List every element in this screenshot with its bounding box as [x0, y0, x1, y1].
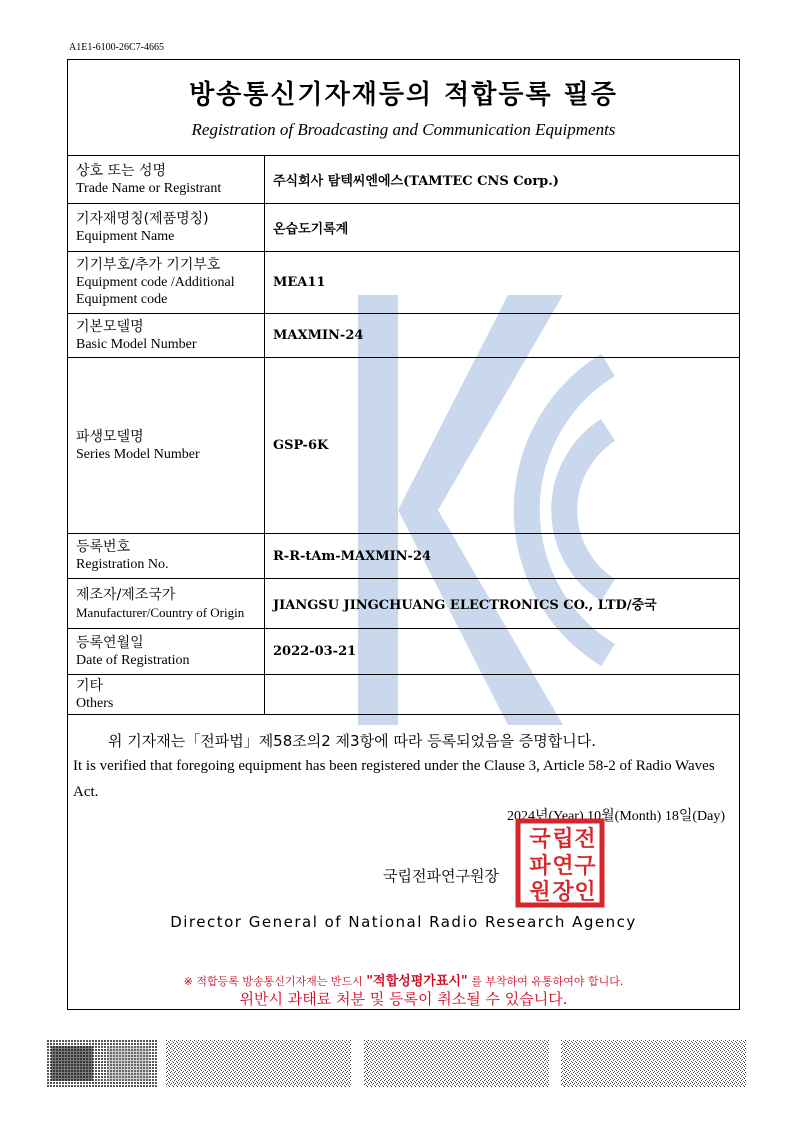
director-title: Director General of National Radio Research Agency — [170, 913, 637, 931]
svg-text:립: 립 — [552, 827, 574, 852]
document-id: A1E1-6100-26C7-4665 — [69, 42, 164, 53]
label-english: Manufacturer/Country of Origin — [76, 604, 245, 620]
row-value: GSP-6K — [265, 358, 740, 534]
security-pattern-block — [47, 1040, 157, 1087]
table-row — [68, 252, 739, 314]
svg-text:인: 인 — [574, 880, 596, 905]
certification-statement-english: It is verified that foregoing equipment has been registered under the Clause 3, Article 58-2 of Radio Waves Act. — [73, 758, 715, 800]
row-label — [68, 156, 265, 204]
notice-text-post: 를 부착하여 유통하여야 합니다. — [467, 975, 624, 988]
security-barcode-2 — [364, 1040, 549, 1087]
svg-text:장: 장 — [552, 880, 574, 905]
row-label — [68, 204, 265, 252]
label-korean: 기자재명칭(제품명칭) — [76, 210, 209, 227]
label-korean: 기본모델명 — [76, 318, 144, 335]
svg-text:원: 원 — [529, 880, 551, 905]
label-korean: 파생모델명 — [76, 428, 144, 445]
title-korean: 방송통신기자재등의 적합등록 필증 — [189, 80, 618, 110]
label-english: Trade Name or Registrant — [76, 180, 222, 196]
row-label — [68, 252, 265, 314]
table-row — [68, 204, 739, 252]
notice-emphasis: "적합성평가표시" — [366, 974, 468, 989]
row-value: 2022-03-21 — [265, 629, 740, 675]
official-seal — [515, 818, 605, 908]
label-korean: 기타 — [76, 677, 104, 694]
row-value: 주식회사 탐텍씨엔에스(TAMTEC CNS Corp.) — [265, 156, 740, 204]
table-row — [68, 156, 739, 204]
svg-text:파: 파 — [529, 854, 551, 879]
labeling-notice — [68, 970, 739, 989]
issue-date: 2024년(Year) 10월(Month) 18일(Day) — [506, 809, 725, 824]
certification-statement-korean: 위 기자재는「전파법」제58조의2 제3항에 따라 등록되었음을 증명합니다. — [108, 732, 597, 750]
label-korean: 상호 또는 성명 — [76, 162, 167, 179]
svg-text:국: 국 — [529, 827, 551, 852]
table-row — [68, 534, 739, 579]
svg-text:연: 연 — [552, 854, 574, 879]
label-korean: 기기부호/추가 기기부호 — [76, 257, 221, 273]
label-english: Basic Model Number — [76, 336, 197, 352]
row-label — [68, 579, 265, 629]
penalty-notice: 위반시 과태료 처분 및 등록이 취소될 수 있습니다. — [239, 990, 568, 1008]
row-value: 온습도기록계 — [265, 204, 740, 252]
label-english: Equipment Name — [76, 228, 175, 244]
table-row — [68, 358, 739, 534]
table-row — [68, 579, 739, 629]
label-korean: 제조자/제조국가 — [76, 586, 176, 603]
table-row — [68, 314, 739, 358]
row-label — [68, 314, 265, 358]
row-label — [68, 358, 265, 534]
security-barcode-3 — [561, 1040, 746, 1087]
label-english: Others — [76, 695, 114, 711]
row-label — [68, 675, 265, 715]
label-english: Registration No. — [76, 557, 169, 572]
svg-text:전: 전 — [574, 827, 596, 852]
row-label — [68, 629, 265, 675]
label-english: Date of Registration — [76, 652, 190, 668]
label-korean: 등록연월일 — [76, 634, 144, 651]
table-row — [68, 675, 739, 715]
issuing-organization-korean: 국립전파연구원장 — [383, 867, 499, 885]
row-label — [68, 534, 265, 579]
row-value: MAXMIN-24 — [265, 314, 740, 358]
notice-text-pre: ※ 적합등록 방송통신기자재는 반드시 — [183, 975, 367, 988]
certificate-frame — [67, 59, 740, 1010]
row-value — [265, 675, 740, 715]
registration-table — [68, 155, 739, 715]
label-english: Series Model Number — [76, 446, 200, 462]
row-value: MEA11 — [265, 252, 740, 314]
security-barcode-1 — [166, 1040, 351, 1087]
table-row — [68, 629, 739, 675]
label-english: Equipment code /Additional Equipment code — [76, 275, 235, 307]
row-value: JIANGSU JINGCHUANG ELECTRONICS CO., LTD/중국 — [265, 579, 740, 629]
row-value: R-R-tAm-MAXMIN-24 — [265, 534, 740, 579]
svg-text:구: 구 — [574, 854, 596, 879]
label-korean: 등록번호 — [76, 539, 131, 555]
title-english: Registration of Broadcasting and Communication Equipments — [191, 120, 616, 139]
